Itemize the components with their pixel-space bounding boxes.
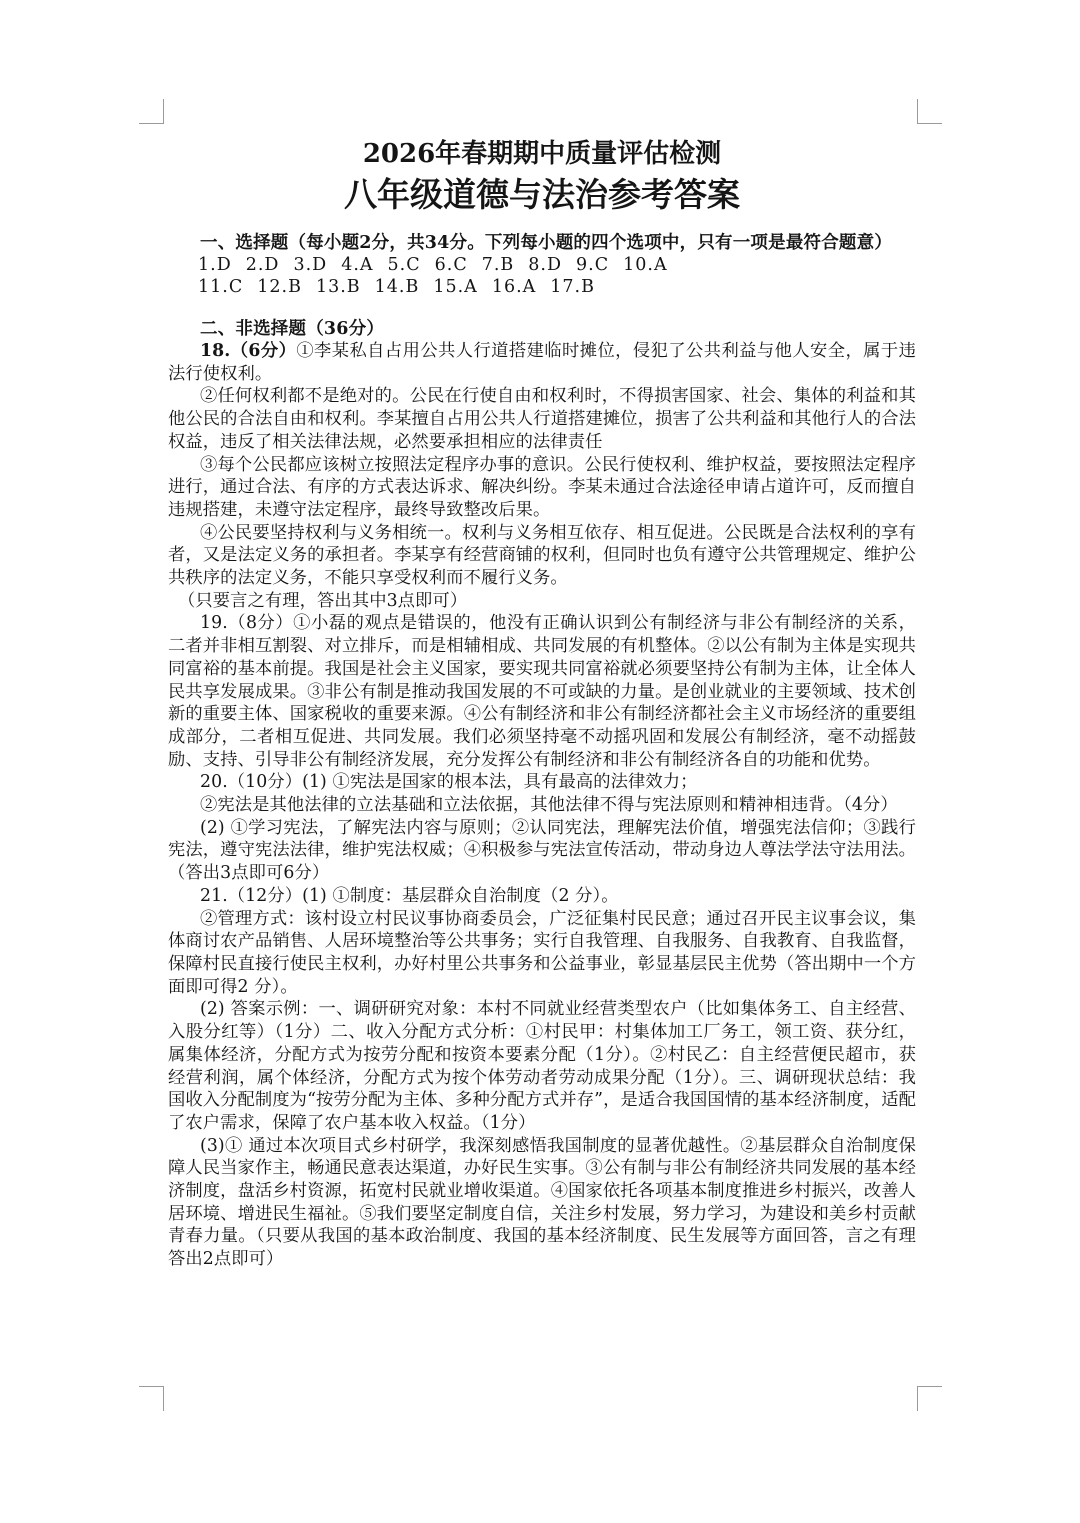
answer-item: 6.C bbox=[434, 255, 468, 275]
answer-item: 14.B bbox=[374, 277, 420, 297]
exam-title: 2026年春期期中质量评估检测 bbox=[362, 139, 722, 169]
answer-item: 9.C bbox=[576, 255, 610, 275]
q18-answer-3: ③每个公民都应该树立按照法定程序办事的意识。公民行使权利、维护权益，要按照法定程序进行，通过合法、有序的方式表达诉求、解决纠纷。李某未通过合法途径申请占道许可，反而擅自违规搭建，未遵守法定程序，最终导致整改后果。 bbox=[168, 454, 916, 520]
corner-mark-top-left bbox=[139, 99, 164, 124]
document-page bbox=[168, 130, 916, 1271]
q18-answer-2: ②任何权利都不是绝对的。公民在行使自由和权利时，不得损害国家、社会、集体的利益和其他公民的合法自由和权利。李某擅自占用公共人行道搭建摊位，损害了公共利益和其他行人的合法权益，违反了相关法律法规，必然要承担相应的法律责任 bbox=[168, 386, 916, 452]
q21-answer-3: (2) 答案示例：一、调研研究对象：本村不同就业经营类型农户（比如集体务工、自主经营、入股分红等）（1分）二、收入分配方式分析：①村民甲：村集体加工厂务工，领工资、获分红，属集体经济，分配方式为按劳分配和按资本要素分配（1分）。②村民乙：自主经营便民超市，获经营利润，属个体经济，分配方式为按个体劳动者劳动成果分配（1分）。三、调研现状总结：我国收入分配制度为“按劳分配为主体、多种分配方式并存”，是适合我国国情的基本经济制度，适配了农户需求，保障了农户基本收入权益。（1分） bbox=[168, 999, 916, 1133]
corner-mark-bottom-left bbox=[139, 1386, 164, 1411]
q20-answer-1: 20.（10分）(1) ①宪法是国家的根本法，具有最高的法律效力； bbox=[200, 772, 698, 793]
answer-item: 5.C bbox=[387, 255, 421, 275]
q18-answer-4: ④公民要坚持权利与义务相统一。权利与义务相互依存、相互促进。公民既是合法权利的享有者，又是法定义务的承担者。李某享有经营商铺的权利，但同时也负有遵守公共管理规定、维护公共秩序的法定义务，不能只享受权利而不履行义务。 bbox=[168, 522, 916, 589]
q20-answer-2: ②宪法是其他法律的立法基础和立法依据，其他法律不得与宪法原则和精神相违背。（4分） bbox=[200, 795, 898, 816]
q18-answer-1 bbox=[168, 340, 916, 385]
q21-answer-1: 21.（12分）(1) ①制度：基层群众自治制度（2 分）。 bbox=[200, 885, 619, 906]
q21-answer-2: ②管理方式：该村设立村民议事协商委员会，广泛征集村民民意；通过召开民主议事会议，集体商讨农产品销售、人居环境整治等公共事务；实行自我管理、自我服务、自我教育、自我监督，保障村民直接行使民主权利，办好村里公共事务和公益事业，彰显基层民主优势（答出期中一个方面即可得2 分）。 bbox=[168, 908, 916, 997]
corner-mark-bottom-right bbox=[917, 1386, 942, 1411]
q18-note: （只要言之有理，答出其中3点即可） bbox=[178, 590, 468, 611]
answer-item: 4.A bbox=[341, 255, 374, 275]
section-multiple-choice-heading: 一、选择题（每小题2分，共34分。下列每小题的四个选项中，只有一项是最符合题意） bbox=[200, 233, 893, 253]
q18-label: 18.（6分） bbox=[200, 341, 297, 361]
answer-item: 10.A bbox=[623, 255, 668, 275]
q21-answer-4: (3)① 通过本次项目式乡村研学，我深刻感悟我国制度的显著优越性。②基层群众自治制度保障人民当家作主，畅通民意表达渠道，办好民生实事。③公有制与非公有制经济共同发展的基本经济制度，盘活乡村资源，拓宽村民就业增收渠道。④国家依托各项基本制度推进乡村振兴，改善人居环境、增进民生福祉。⑤我们要坚定制度自信，关注乡村发展，努力学习，为建设和美乡村贡献青春力量。（只要从我国的基本政治制度、我国的基本经济制度、民生发展等方面回答，言之有理答出2点即可） bbox=[168, 1135, 916, 1270]
answer-item: 3.D bbox=[293, 255, 328, 275]
section-non-choice-heading: 二、非选择题（36分） bbox=[200, 319, 385, 339]
answer-item: 7.B bbox=[481, 255, 515, 275]
answer-item: 17.B bbox=[550, 277, 595, 297]
q19-answer: 19.（8分）①小磊的观点是错误的，他没有正确认识到公有制经济与非公有制经济的关系，二者并非相互割裂、对立排斥，而是相辅相成、共同发展的有机整体。②以公有制为主体是实现共同富裕的基本前提。我国是社会主义国家，要实现共同富裕就必须要坚持公有制为主体，让全体人民共享发展成果。③非公有制是推动我国发展的不可或缺的力量。是创业就业的主要领域、技术创新的重要主体、国家税收的重要来源。④公有制经济和非公有制经济都社会主义市场经济的重要组成部分，二者相互促进、共同发展。我们必须坚持毫不动摇巩固和发展公有制经济，毫不动摇鼓励、支持、引导非公有制经济发展，充分发挥公有制经济和非公有制经济各自的功能和优势。 bbox=[168, 613, 916, 770]
answer-item: 1.D bbox=[198, 255, 232, 275]
answer-item: 2.D bbox=[245, 255, 280, 275]
answer-item: 15.A bbox=[433, 277, 478, 297]
answer-item: 13.B bbox=[315, 277, 361, 297]
answer-item: 8.D bbox=[528, 255, 563, 275]
answer-item: 16.A bbox=[491, 277, 537, 297]
answer-item: 12.B bbox=[257, 277, 302, 297]
q18-point-1: ①李某私自占用公共人行道搭建临时摊位，侵犯了公共利益与他人安全，属于违法行使权利。 bbox=[168, 341, 916, 384]
answers-row-1 bbox=[168, 254, 916, 276]
corner-mark-top-right bbox=[917, 99, 942, 124]
answer-key-title: 八年级道德与法治参考答案 bbox=[344, 175, 740, 214]
answers-row-2 bbox=[168, 276, 916, 298]
answer-item: 11.C bbox=[198, 277, 244, 297]
q20-answer-3: (2) ①学习宪法，了解宪法内容与原则；②认同宪法，理解宪法价值，增强宪法信仰；③践行宪法，遵守宪法法律，维护宪法权威；④积极参与宪法宣传活动，带动身边人尊法学法守法用法。（答出3点即可6分） bbox=[168, 817, 916, 884]
